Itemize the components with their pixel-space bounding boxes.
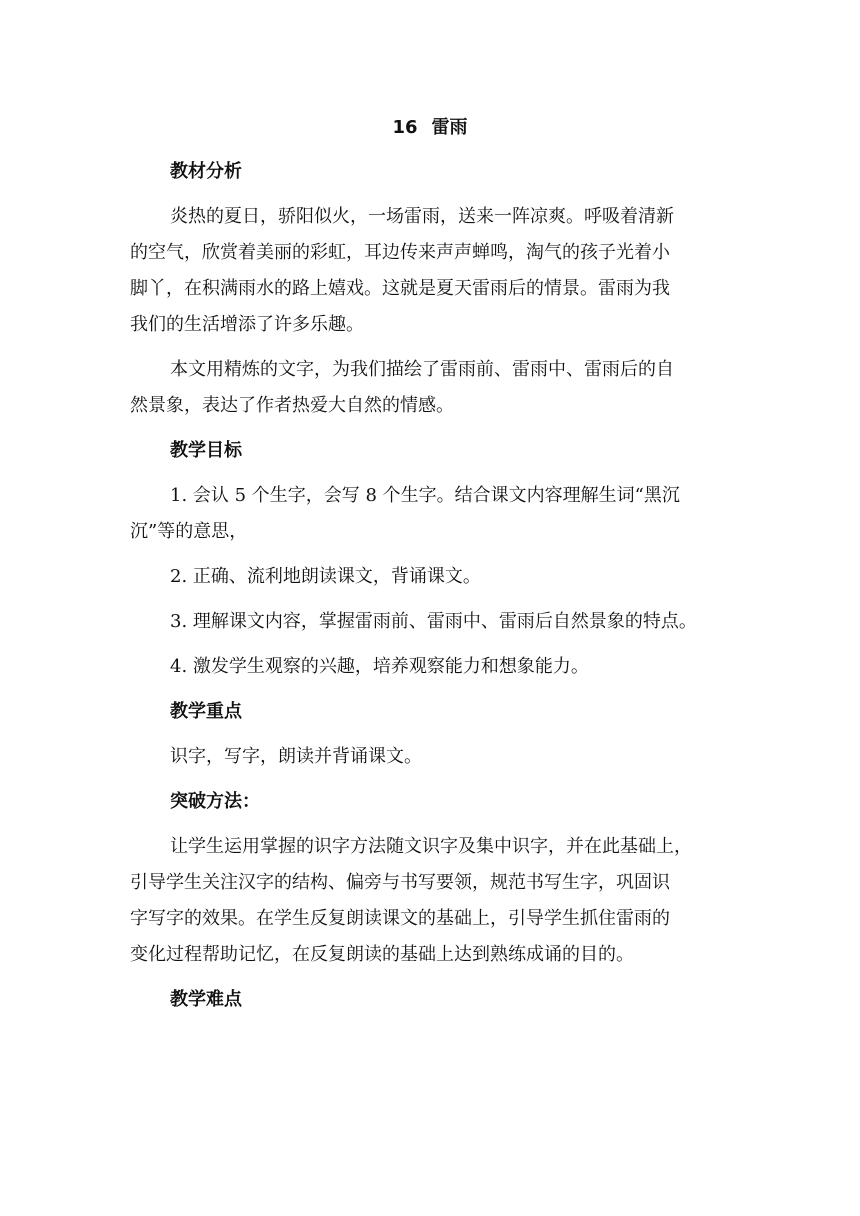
goal-item-4 — [130, 652, 730, 682]
text-line: 4. 激发学生观察的兴趣，培养观察能力和想象能力。 — [170, 656, 589, 677]
text-line: 3. 理解课文内容，掌握雷雨前、雷雨中、雷雨后自然景象的特点。 — [170, 611, 697, 632]
text-line: 本文用精炼的文字，为我们描绘了雷雨前、雷雨中、雷雨后的自 — [170, 359, 674, 380]
text-line: 字写字的效果。在学生反复朗读课文的基础上，引导学生抓住雷雨的 — [130, 908, 670, 929]
analysis-paragraph-2 — [130, 355, 730, 421]
text-line: 让学生运用掌握的识字方法随文识字及集中识字，并在此基础上， — [170, 836, 692, 857]
heading-goals: 教学目标 — [170, 440, 242, 461]
method-paragraph — [130, 832, 730, 970]
key-points-text — [130, 742, 730, 772]
lesson-title-text: 雷雨 — [431, 117, 468, 138]
lesson-number: 16 — [392, 117, 418, 138]
heading-key-points: 教学重点 — [170, 701, 242, 722]
text-line: 2. 正确、流利地朗读课文，背诵课文。 — [170, 566, 481, 587]
document-content — [130, 157, 730, 1030]
goal-item-1 — [130, 481, 730, 547]
heading-analysis: 教材分析 — [170, 161, 242, 182]
text-line: 变化过程帮助记忆，在反复朗读的基础上达到熟练成诵的目的。 — [130, 944, 634, 965]
text-line: 然景象，表达了作者热爱大自然的情感。 — [130, 395, 454, 416]
text-line: 沉”等的意思， — [130, 521, 248, 542]
analysis-paragraph-1 — [130, 202, 730, 340]
heading-difficulty: 教学难点 — [170, 989, 242, 1010]
text-line: 我们的生活增添了许多乐趣。 — [130, 314, 364, 335]
text-line: 1. 会认 5 个生字，会写 8 个生字。结合课文内容理解生词“黑沉 — [170, 485, 680, 506]
lesson-title — [0, 116, 860, 140]
text-line: 引导学生关注汉字的结构、偏旁与书写要领，规范书写生字，巩固识 — [130, 872, 670, 893]
text-line: 识字，写字，朗读并背诵课文。 — [170, 746, 422, 767]
text-line: 脚丫，在积满雨水的路上嬉戏。这就是夏天雷雨后的情景。雷雨为我 — [130, 278, 670, 299]
text-line: 的空气，欣赏着美丽的彩虹，耳边传来声声蝉鸣，淘气的孩子光着小 — [130, 242, 670, 263]
heading-method: 突破方法： — [170, 791, 260, 812]
goal-item-2 — [130, 562, 730, 592]
text-line: 炎热的夏日，骄阳似火，一场雷雨，送来一阵凉爽。呼吸着清新 — [170, 206, 674, 227]
goal-item-3 — [130, 607, 730, 637]
